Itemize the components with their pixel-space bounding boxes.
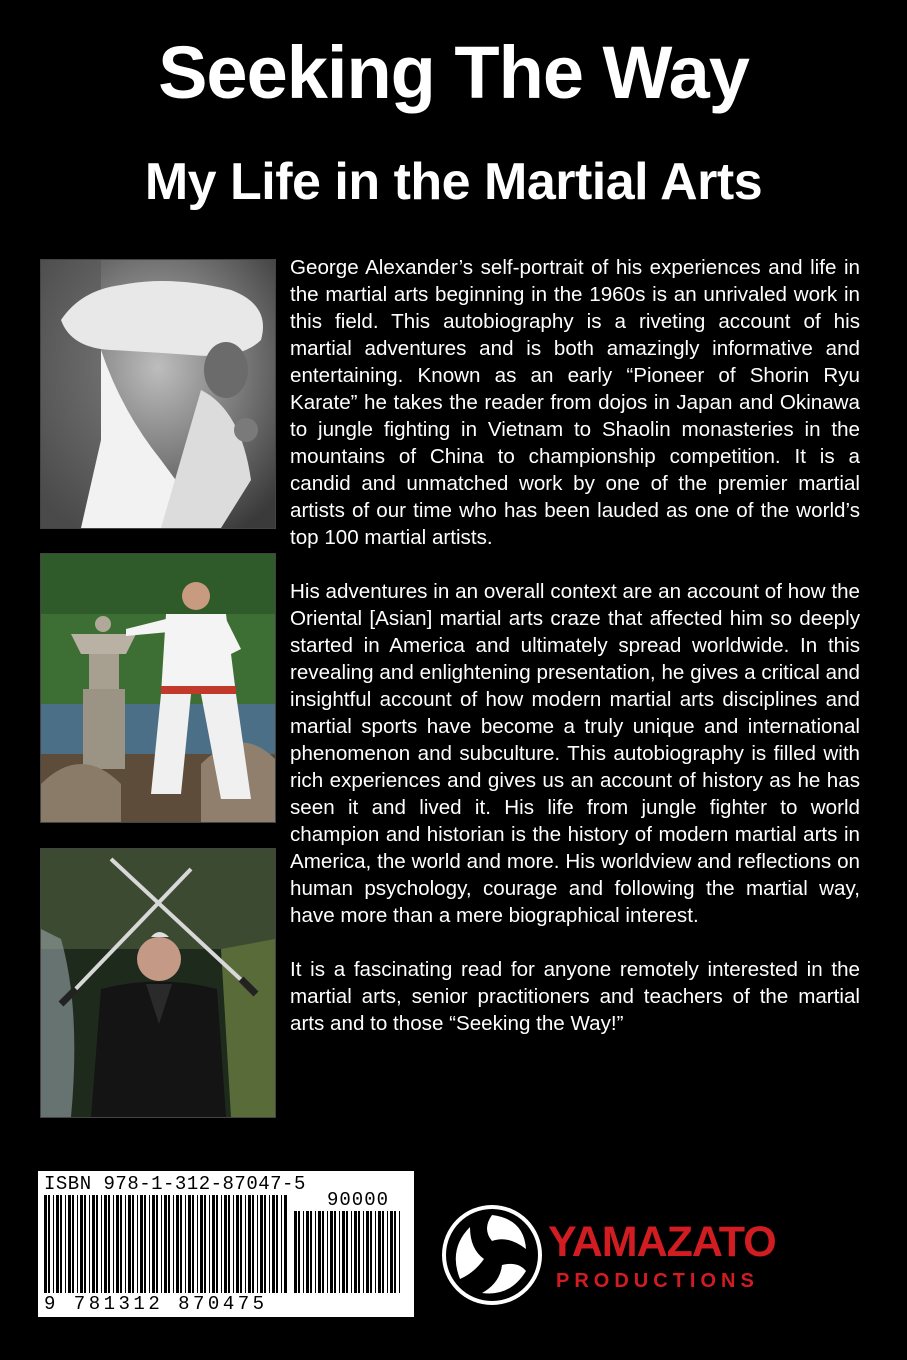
publisher-subtitle: PRODUCTIONS <box>556 1270 759 1292</box>
crossed-swords-photo <box>40 848 276 1118</box>
karate-kick-photo-icon <box>41 260 275 528</box>
description-paragraph-3: It is a fascinating read for anyone remotely interested in the martial arts, senior practitioners and teachers of the martial arts and to those “Seeking the Way!” <box>290 958 860 1035</box>
description-paragraph-2: His adventures in an overall context are an account of how the Oriental [Asian] martial arts craze that affected him so deeply started in America and ultimately spread worldwide. In this revealing and enlightening presentation, he gives a critical and insightful account of how modern martial arts disciplines and martial sports have become a truly unique and international phenomenon and subculture. This autobiography is filled with rich experiences and gives us an account of history as he has seen it and lived it. His life from jungle fighter to world champion and historian is the history of modern martial arts in America, the world and more. His worldview and reflections on human psychology, courage and following the martial way, have more than a mere biographical interest. <box>290 580 860 927</box>
description-paragraph-1: George Alexander’s self-portrait of his experiences and life in the martial arts beginning in the 1960s is an unrivaled work in this field. This autobiography is a riveting account of his martial adventures and is both amazingly informative and entertaining. Known as an early “Pioneer of Shorin Ryu Karate” he takes the reader from dojos in Japan and Okinawa to jungle fighting in Vietnam to Shaolin monasteries in the mountains of China to championship competition. It is a candid and unmatched work by one of the premier martial artists of our time who has been lauded as one of the world’s top 100 martial artists. <box>290 256 860 549</box>
barcode-digits: 9 781312 870475 <box>44 1293 268 1315</box>
karate-stance-photo-icon <box>41 554 275 822</box>
barcode-bars-icon <box>44 1195 290 1293</box>
isbn-label: ISBN 978-1-312-87047-5 <box>44 1173 306 1195</box>
publisher-name: YAMAZATO <box>548 1218 776 1266</box>
book-description <box>290 254 860 1064</box>
isbn-barcode <box>38 1171 414 1317</box>
price-code: 90000 <box>327 1189 390 1211</box>
book-subtitle: My Life in the Martial Arts <box>144 153 763 211</box>
karate-stance-photo <box>40 553 276 823</box>
price-barcode-bars-icon <box>294 1211 404 1293</box>
yamazato-tomoe-logo-icon <box>438 1201 546 1309</box>
book-title: Seeking The Way <box>158 31 749 114</box>
karate-kick-photo <box>40 259 276 529</box>
crossed-swords-photo-icon <box>41 849 275 1117</box>
